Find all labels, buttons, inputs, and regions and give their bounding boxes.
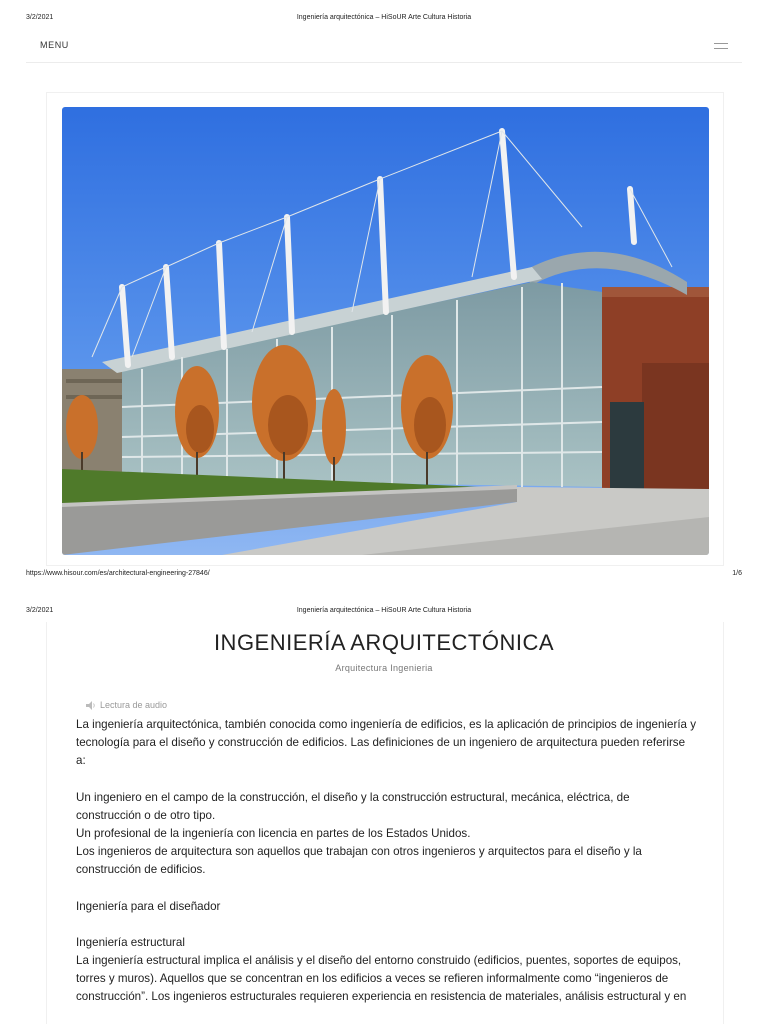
- paragraph: Un ingeniero en el campo de la construcción, el diseño y la construcción estructural, mecánica, eléctrica, de construcción o de otro tipo.: [76, 790, 630, 822]
- article-category[interactable]: Arquitectura Ingenieria: [335, 663, 433, 673]
- speaker-icon: [86, 701, 96, 710]
- audio-label: Lectura de audio: [100, 700, 168, 710]
- building-photo: [62, 107, 709, 555]
- print-page-number: 1/6: [732, 570, 742, 577]
- section-heading: Ingeniería para el diseñador: [76, 899, 221, 913]
- site-header: [26, 30, 742, 63]
- print-date: 3/2/2021: [26, 14, 54, 21]
- print-date: 3/2/2021: [26, 607, 54, 614]
- article-title: INGENIERÍA ARQUITECTÓNICA: [213, 630, 555, 655]
- paragraph: Un profesional de la ingeniería con licencia en partes de los Estados Unidos.: [76, 827, 471, 841]
- audio-player[interactable]: [86, 700, 167, 710]
- print-title: Ingeniería arquitectónica – HiSoUR Arte Cultura Historia: [296, 607, 472, 614]
- menu-button[interactable]: MENU: [40, 40, 69, 50]
- print-url[interactable]: https://www.hisour.com/es/architectural-engineering-27846/: [26, 570, 210, 577]
- paragraph: La ingeniería arquitectónica, también conocida como ingeniería de edificios, es la aplicación de principios de ingeniería y tecnología para el diseño y construcción de edificios. Las definiciones de un ingeniero de arquitectura pueden referirse a:: [76, 718, 696, 768]
- paragraph: La ingeniería estructural implica el análisis y el diseño del entorno construido (edificios, puentes, soportes de equipos, torres y muros). Aquellos que se concentran en los edificios a veces se refieren informalmente como “ingenieros de construcción”. Los ingenieros estructurales requieren experiencia en resistencia de materiales, análisis estructural y en: [76, 954, 687, 1004]
- section-heading: Ingeniería estructural: [76, 935, 185, 949]
- hero-card: [46, 92, 724, 566]
- print-footer: [0, 570, 768, 582]
- print-header-page-2: [0, 607, 768, 621]
- print-title: Ingeniería arquitectónica – HiSoUR Arte Cultura Historia: [296, 14, 472, 21]
- article-body: [76, 716, 696, 1007]
- print-header: [0, 14, 768, 28]
- hamburger-icon[interactable]: [714, 43, 728, 49]
- paragraph: Los ingenieros de arquitectura son aquellos que trabajan con otros ingenieros y arquitectos para el diseño y la construcción de edificios.: [76, 845, 642, 877]
